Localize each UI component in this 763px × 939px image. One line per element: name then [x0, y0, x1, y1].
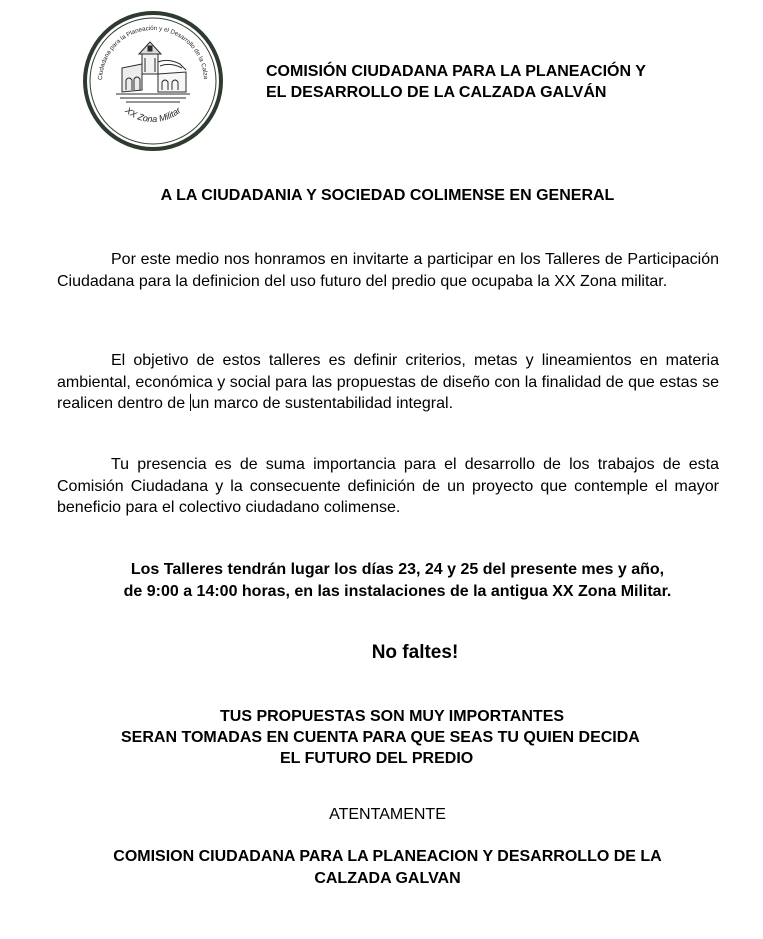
- callout-no-faltes: No faltes!: [371, 642, 459, 663]
- proposals-line-2: SERAN TOMADAS EN CUENTA PARA QUE SEAS TU QUIEN DECIDA: [121, 729, 640, 746]
- header-title: [266, 61, 736, 103]
- proposals-line-1: TUS PROPUESTAS SON MUY IMPORTANTES: [220, 708, 565, 725]
- event-details: [40, 559, 755, 603]
- seal-top-text: Ciudadana para la Planeación y el Desarrollo de la Calza: [96, 24, 209, 81]
- addressee-heading: A LA CIUDADANIA Y SOCIEDAD COLIMENSE EN GENERAL: [160, 187, 615, 204]
- event-details-line-1: Los Talleres tendrán lugar los días 23, 24 y 25 del presente mes y año,: [130, 561, 665, 578]
- commission-seal-logo: [82, 10, 224, 152]
- paragraph-objective-text-before-cursor: El objetivo de estos talleres es definir criterios, metas y lineamientos en materia ambiental, económica y social para las propuestas de diseño con la finalidad de que estas se realicen dentro de: [57, 352, 719, 412]
- paragraph-invitation: Por este medio nos honramos en invitarte a participar en los Talleres de Participación Ciudadana para la definicion del uso futuro del predio que ocupaba la XX Zona militar.: [57, 251, 719, 290]
- header-title-line-1: COMISIÓN CIUDADANA PARA LA PLANEACIÓN Y: [266, 63, 646, 80]
- signature-line-2: CALZADA GALVAN: [314, 870, 461, 887]
- paragraph-objective-text-after-cursor: un marco de sustentabilidad integral.: [191, 395, 454, 412]
- event-details-line-2: de 9:00 a 14:00 horas, en las instalaciones de la antigua XX Zona Militar.: [123, 583, 672, 600]
- text-cursor: [190, 394, 191, 411]
- paragraph-importance: Tu presencia es de suma importancia para el desarrollo de los trabajos de esta Comisión Ciudadana y la consecuente definición de un proyecto que contemple el mayor beneficio para el colectivo ciudadano colimense.: [57, 456, 719, 516]
- closing-atentamente: ATENTAMENTE: [329, 806, 446, 823]
- paragraph-objective: [57, 350, 719, 415]
- signature-line-1: COMISION CIUDADANA PARA LA PLANEACION Y DESARROLLO DE LA: [113, 848, 662, 865]
- signature-block: [40, 846, 735, 890]
- seal-bottom-text: XX Zona Militar: [123, 105, 183, 125]
- header-title-line-2: EL DESARROLLO DE LA CALZADA GALVÁN: [266, 84, 607, 101]
- proposals-line-3: EL FUTURO DEL PREDIO: [280, 750, 474, 767]
